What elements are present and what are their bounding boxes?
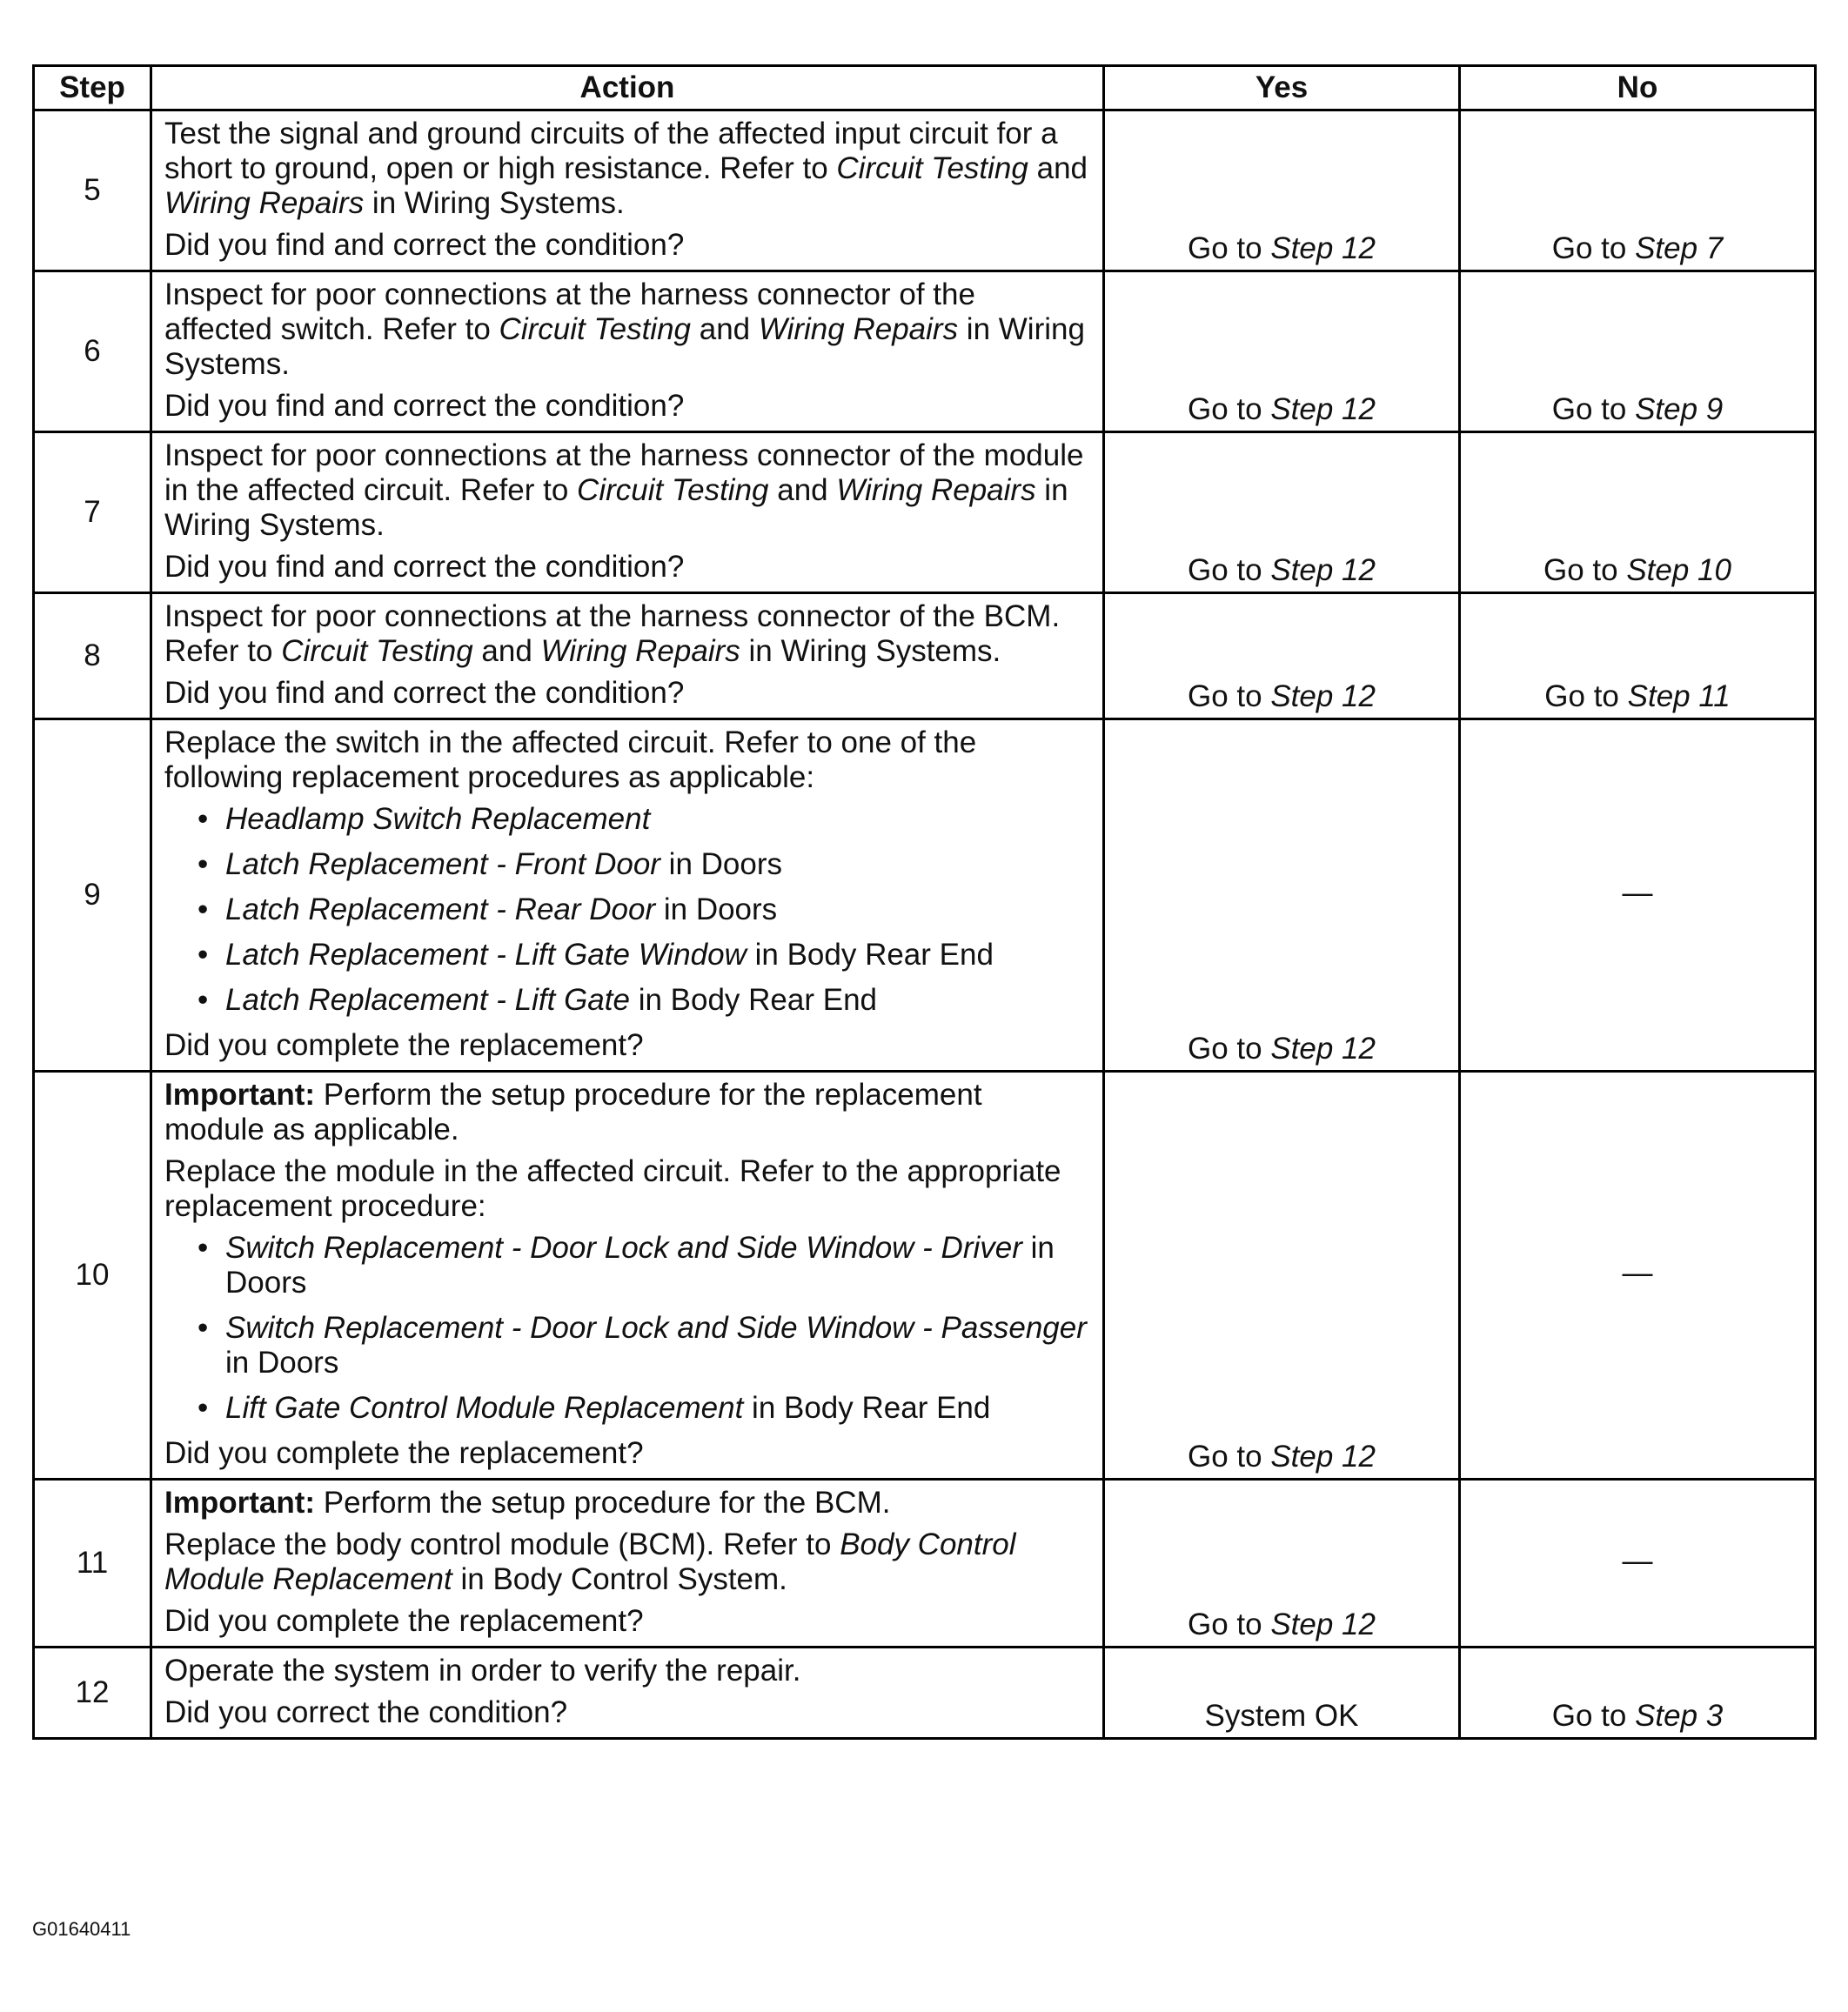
action-paragraph — [164, 1078, 1090, 1147]
step-number: 10 — [34, 1072, 151, 1480]
text-run: Perform the setup procedure for the replacement module as applicable. — [164, 1078, 982, 1146]
text-run: Replace the body control module (BCM). Refer to — [164, 1527, 840, 1561]
procedure-list-item — [164, 892, 1090, 927]
reference-text: Step 12 — [1270, 1032, 1376, 1066]
action-cell — [151, 719, 1104, 1072]
text-run: and — [768, 473, 837, 507]
text-run: Go to — [1188, 1440, 1271, 1474]
text-run: Perform the setup procedure for the BCM. — [315, 1486, 891, 1520]
action-paragraph — [164, 438, 1090, 543]
reference-text: Wiring Repairs — [540, 634, 740, 668]
no-result — [1460, 110, 1816, 271]
reference-text: Step 12 — [1270, 1608, 1376, 1641]
header-row — [34, 66, 1816, 110]
step-number: 5 — [34, 110, 151, 271]
text-run: — — [1622, 1544, 1653, 1578]
reference-text: Circuit Testing — [281, 634, 473, 668]
header-action: Action — [151, 66, 1104, 110]
text-run: in Doors — [225, 1231, 1055, 1300]
reference-text: Step 12 — [1270, 679, 1376, 713]
reference-text: Switch Replacement - Door Lock and Side Window - Driver — [225, 1231, 1022, 1265]
action-question — [164, 1695, 1090, 1730]
table-row — [34, 719, 1816, 1072]
text-run: in Body Rear End — [629, 983, 878, 1017]
header-step: Step — [34, 66, 151, 110]
text-run: Did you find and correct the condition? — [164, 228, 685, 262]
table-row — [34, 271, 1816, 432]
yes-result — [1104, 432, 1460, 593]
reference-text: Wiring Repairs — [836, 473, 1036, 507]
text-run: and — [472, 634, 541, 668]
action-question — [164, 1028, 1090, 1063]
action-paragraph — [164, 117, 1090, 221]
no-result — [1460, 1648, 1816, 1739]
header-no: No — [1460, 66, 1816, 110]
action-cell — [151, 110, 1104, 271]
procedure-list-item — [164, 1231, 1090, 1300]
text-run: and — [1028, 151, 1088, 185]
no-result — [1460, 271, 1816, 432]
action-cell — [151, 593, 1104, 719]
text-run: in Wiring Systems. — [364, 186, 625, 220]
procedure-list-item — [164, 938, 1090, 973]
yes-result — [1104, 110, 1460, 271]
reference-text: Step 12 — [1270, 553, 1376, 587]
reference-text: Step 9 — [1635, 392, 1724, 426]
text-run: Did you complete the replacement? — [164, 1604, 644, 1638]
text-run: System OK — [1204, 1699, 1359, 1733]
header-yes: Yes — [1104, 66, 1460, 110]
action-paragraph — [164, 1654, 1090, 1688]
important-label: Important: — [164, 1078, 316, 1112]
yes-result — [1104, 1648, 1460, 1739]
action-paragraph — [164, 599, 1090, 669]
text-run: Inspect for poor connections at the harness connector of the BCM. Refer to — [164, 599, 1061, 668]
table-row — [34, 1648, 1816, 1739]
table-row — [34, 110, 1816, 271]
text-run: Did you find and correct the condition? — [164, 676, 685, 710]
action-paragraph — [164, 277, 1090, 382]
reference-text: Step 11 — [1627, 679, 1731, 713]
text-run: in Wiring Systems. — [740, 634, 1001, 668]
important-label: Important: — [164, 1486, 316, 1520]
table-row — [34, 1480, 1816, 1648]
step-number: 7 — [34, 432, 151, 593]
text-run: in Body Rear End — [743, 1391, 991, 1425]
no-result — [1460, 1480, 1816, 1648]
table-body — [34, 110, 1816, 1739]
text-run: in Wiring Systems. — [164, 473, 1068, 542]
reference-text: Headlamp Switch Replacement — [225, 802, 651, 836]
text-run: Did you correct the condition? — [164, 1695, 568, 1729]
action-cell — [151, 432, 1104, 593]
reference-text: Latch Replacement - Lift Gate — [225, 983, 630, 1017]
action-paragraph — [164, 1486, 1090, 1521]
text-run: — — [1622, 1256, 1653, 1290]
action-cell — [151, 1480, 1104, 1648]
text-run: Test the signal and ground circuits of the affected input circuit for a short to ground, open or high resistance. Refer to — [164, 117, 1058, 185]
reference-text: Step 12 — [1270, 392, 1376, 426]
text-run: Go to — [1551, 231, 1636, 265]
yes-result — [1104, 593, 1460, 719]
text-run: Go to — [1543, 553, 1627, 587]
text-run: Go to — [1551, 392, 1636, 426]
reference-text: Circuit Testing — [577, 473, 769, 507]
action-question — [164, 550, 1090, 585]
text-run: Did you find and correct the condition? — [164, 389, 685, 423]
action-paragraph — [164, 1527, 1090, 1597]
reference-text: Step 10 — [1626, 553, 1731, 587]
text-run: Did you find and correct the condition? — [164, 550, 685, 584]
action-question — [164, 1436, 1090, 1471]
reference-text: Wiring Repairs — [758, 312, 959, 346]
reference-text: Lift Gate Control Module Replacement — [225, 1391, 744, 1425]
text-run: Go to — [1188, 1032, 1271, 1066]
text-run: Go to — [1551, 1699, 1636, 1733]
action-paragraph — [164, 725, 1090, 795]
text-run: Go to — [1188, 1608, 1271, 1641]
reference-text: Switch Replacement - Door Lock and Side Window - Passenger — [225, 1311, 1087, 1345]
no-result — [1460, 719, 1816, 1072]
text-run: Operate the system in order to verify the repair. — [164, 1654, 801, 1688]
step-number: 11 — [34, 1480, 151, 1648]
reference-text: Latch Replacement - Lift Gate Window — [225, 938, 747, 972]
no-result — [1460, 1072, 1816, 1480]
text-run: Inspect for poor connections at the harness connector of the module in the affected circuit. Refer to — [164, 438, 1084, 507]
table-row — [34, 432, 1816, 593]
action-question — [164, 676, 1090, 711]
action-question — [164, 228, 1090, 263]
reference-text: Circuit Testing — [499, 312, 692, 346]
action-paragraph — [164, 1154, 1090, 1224]
procedure-list-item — [164, 983, 1090, 1018]
text-run: in Doors — [660, 847, 783, 881]
text-run: Go to — [1544, 679, 1628, 713]
reference-text: Step 12 — [1270, 231, 1376, 265]
step-number: 8 — [34, 593, 151, 719]
procedure-list — [164, 802, 1090, 1018]
reference-text: Wiring Repairs — [164, 186, 365, 220]
reference-text: Body Control Module Replacement — [164, 1527, 1016, 1596]
reference-text: Step 12 — [1270, 1440, 1376, 1474]
yes-result — [1104, 1480, 1460, 1648]
procedure-list-item — [164, 847, 1090, 882]
step-number: 12 — [34, 1648, 151, 1739]
procedure-list-item — [164, 1391, 1090, 1426]
action-question — [164, 1604, 1090, 1639]
figure-id: G01640411 — [32, 1918, 131, 1940]
text-run: Go to — [1188, 553, 1271, 587]
action-question — [164, 389, 1090, 424]
text-run: and — [691, 312, 759, 346]
text-run: in Body Rear End — [746, 938, 994, 972]
text-run: in Body Control System. — [452, 1562, 787, 1596]
step-number: 9 — [34, 719, 151, 1072]
text-run: Inspect for poor connections at the harness connector of the affected switch. Refer to — [164, 277, 975, 346]
procedure-list-item — [164, 1311, 1090, 1380]
reference-text: Latch Replacement - Front Door — [225, 847, 660, 881]
reference-text: Step 7 — [1635, 231, 1724, 265]
text-run: Did you complete the replacement? — [164, 1028, 644, 1062]
procedure-list — [164, 1231, 1090, 1426]
no-result — [1460, 432, 1816, 593]
yes-result — [1104, 1072, 1460, 1480]
table-row — [34, 1072, 1816, 1480]
diagnostic-table — [32, 64, 1817, 1740]
text-run: in Wiring Systems. — [164, 312, 1085, 381]
text-run: in Doors — [655, 892, 778, 926]
reference-text: Circuit Testing — [836, 151, 1028, 185]
text-run: Go to — [1188, 392, 1271, 426]
reference-text: Latch Replacement - Rear Door — [225, 892, 656, 926]
text-run: Did you complete the replacement? — [164, 1436, 644, 1470]
text-run: Replace the switch in the affected circuit. Refer to one of the following replacement procedures as applicable: — [164, 725, 977, 794]
text-run: Replace the module in the affected circuit. Refer to the appropriate replacement procedure: — [164, 1154, 1061, 1223]
text-run: Go to — [1188, 231, 1271, 265]
text-run: — — [1622, 876, 1653, 910]
text-run: in Doors — [225, 1346, 339, 1380]
text-run: Go to — [1188, 679, 1271, 713]
table-row — [34, 593, 1816, 719]
action-cell — [151, 1072, 1104, 1480]
procedure-list-item — [164, 802, 1090, 837]
yes-result — [1104, 271, 1460, 432]
yes-result — [1104, 719, 1460, 1072]
action-cell — [151, 271, 1104, 432]
no-result — [1460, 593, 1816, 719]
reference-text: Step 3 — [1635, 1699, 1724, 1733]
action-cell — [151, 1648, 1104, 1739]
step-number: 6 — [34, 271, 151, 432]
